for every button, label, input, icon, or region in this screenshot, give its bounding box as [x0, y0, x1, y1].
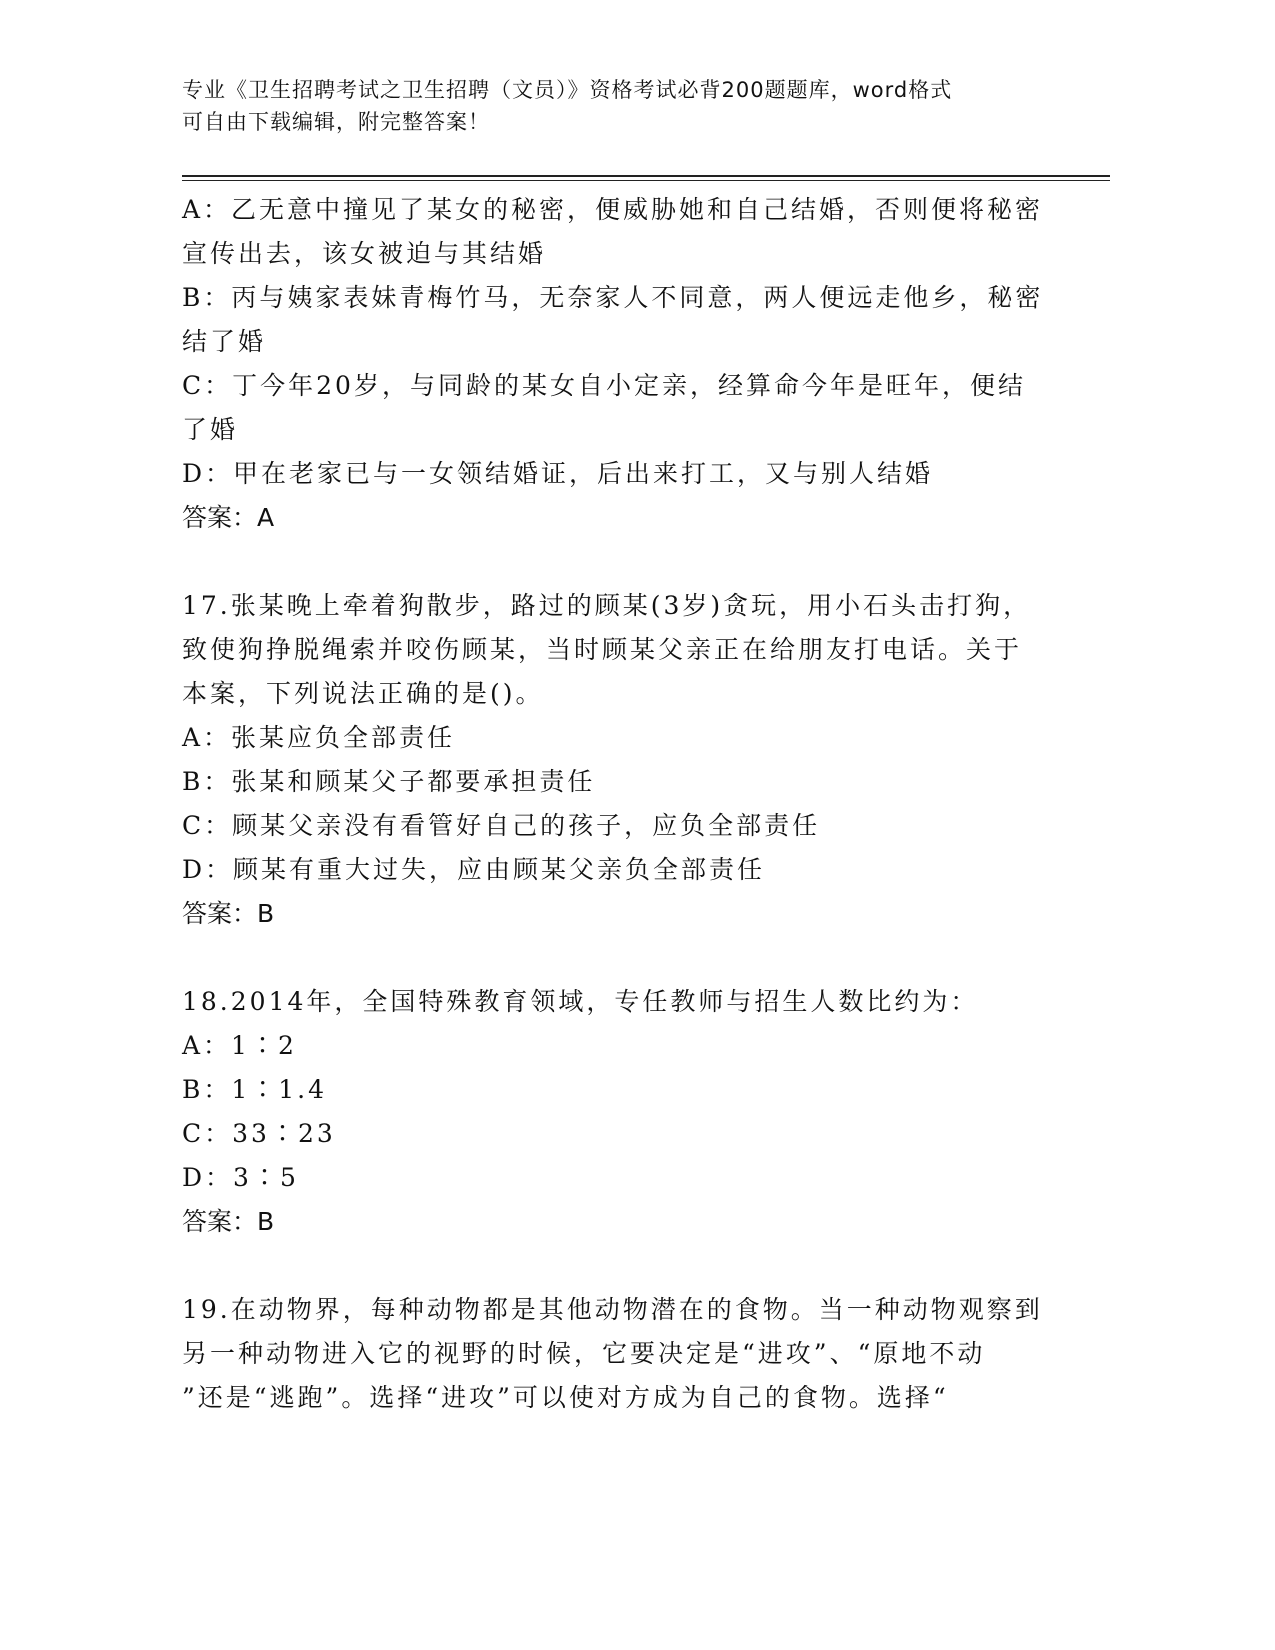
- option-d: D：3∶5: [182, 1163, 299, 1192]
- header-divider-thin: [182, 180, 1110, 181]
- header-divider-thick: [182, 175, 1110, 177]
- answer-label: 答案：A: [182, 503, 275, 532]
- question-stem-line-1: 17.张某晚上牵着狗散步，路过的顾某(3岁)贪玩，用小石头击打狗，: [182, 591, 1032, 620]
- question-spacer: [182, 1244, 1062, 1288]
- header-title-line-1: 专业《卫生招聘考试之卫生招聘（文员）》资格考试必背200题题库，word格式: [182, 78, 953, 102]
- option-b: B：1∶1.4: [182, 1075, 328, 1104]
- question-17: [182, 584, 1062, 936]
- option-a: A：1∶2: [182, 1031, 297, 1060]
- question-stem-line-3: ”还是“逃跑”。选择“进攻”可以使对方成为自己的食物。选择“: [182, 1383, 949, 1412]
- question-16: [182, 188, 1062, 540]
- option-c: C：顾某父亲没有看管好自己的孩子，应负全部责任: [182, 811, 821, 840]
- option-d: D：甲在老家已与一女领结婚证，后出来打工，又与别人结婚: [182, 459, 934, 488]
- question-spacer: [182, 936, 1062, 980]
- option-a-line-1: A：乙无意中撞见了某女的秘密，便威胁她和自己结婚，否则便将秘密: [182, 195, 1044, 224]
- question-spacer: [182, 540, 1062, 584]
- question-18: [182, 980, 1062, 1244]
- answer-label: 答案：B: [182, 899, 275, 928]
- option-c-line-2: 了婚: [182, 415, 239, 444]
- question-stem-line-2: 另一种动物进入它的视野的时候，它要决定是“进攻”、“原地不动: [182, 1339, 986, 1368]
- option-b-line-2: 结了婚: [182, 327, 267, 356]
- document-body: [182, 188, 1062, 1420]
- question-stem-line-2: 致使狗挣脱绳索并咬伤顾某，当时顾某父亲正在给朋友打电话。关于: [182, 635, 1023, 664]
- question-stem-line-1: 19.在动物界，每种动物都是其他动物潜在的食物。当一种动物观察到: [182, 1295, 1043, 1324]
- option-a-line-2: 宣传出去，该女被迫与其结婚: [182, 239, 547, 268]
- option-b-line-1: B：丙与姨家表妹青梅竹马，无奈家人不同意，两人便远走他乡，秘密: [182, 283, 1044, 312]
- question-19: [182, 1288, 1062, 1420]
- option-c: C：33∶23: [182, 1119, 336, 1148]
- answer-label: 答案：B: [182, 1207, 275, 1236]
- header-title-line-2: 可自由下载编辑，附完整答案！: [182, 110, 490, 134]
- question-stem: 18.2014年，全国特殊教育领域，专任教师与招生人数比约为：: [182, 987, 979, 1016]
- option-d: D：顾某有重大过失，应由顾某父亲负全部责任: [182, 855, 766, 884]
- option-a: A：张某应负全部责任: [182, 723, 456, 752]
- option-c-line-1: C：丁今年20岁，与同龄的某女自小定亲，经算命今年是旺年，便结: [182, 371, 1026, 400]
- document-header: [182, 74, 1062, 138]
- question-stem-line-3: 本案，下列说法正确的是()。: [182, 679, 544, 708]
- option-b: B：张某和顾某父子都要承担责任: [182, 767, 596, 796]
